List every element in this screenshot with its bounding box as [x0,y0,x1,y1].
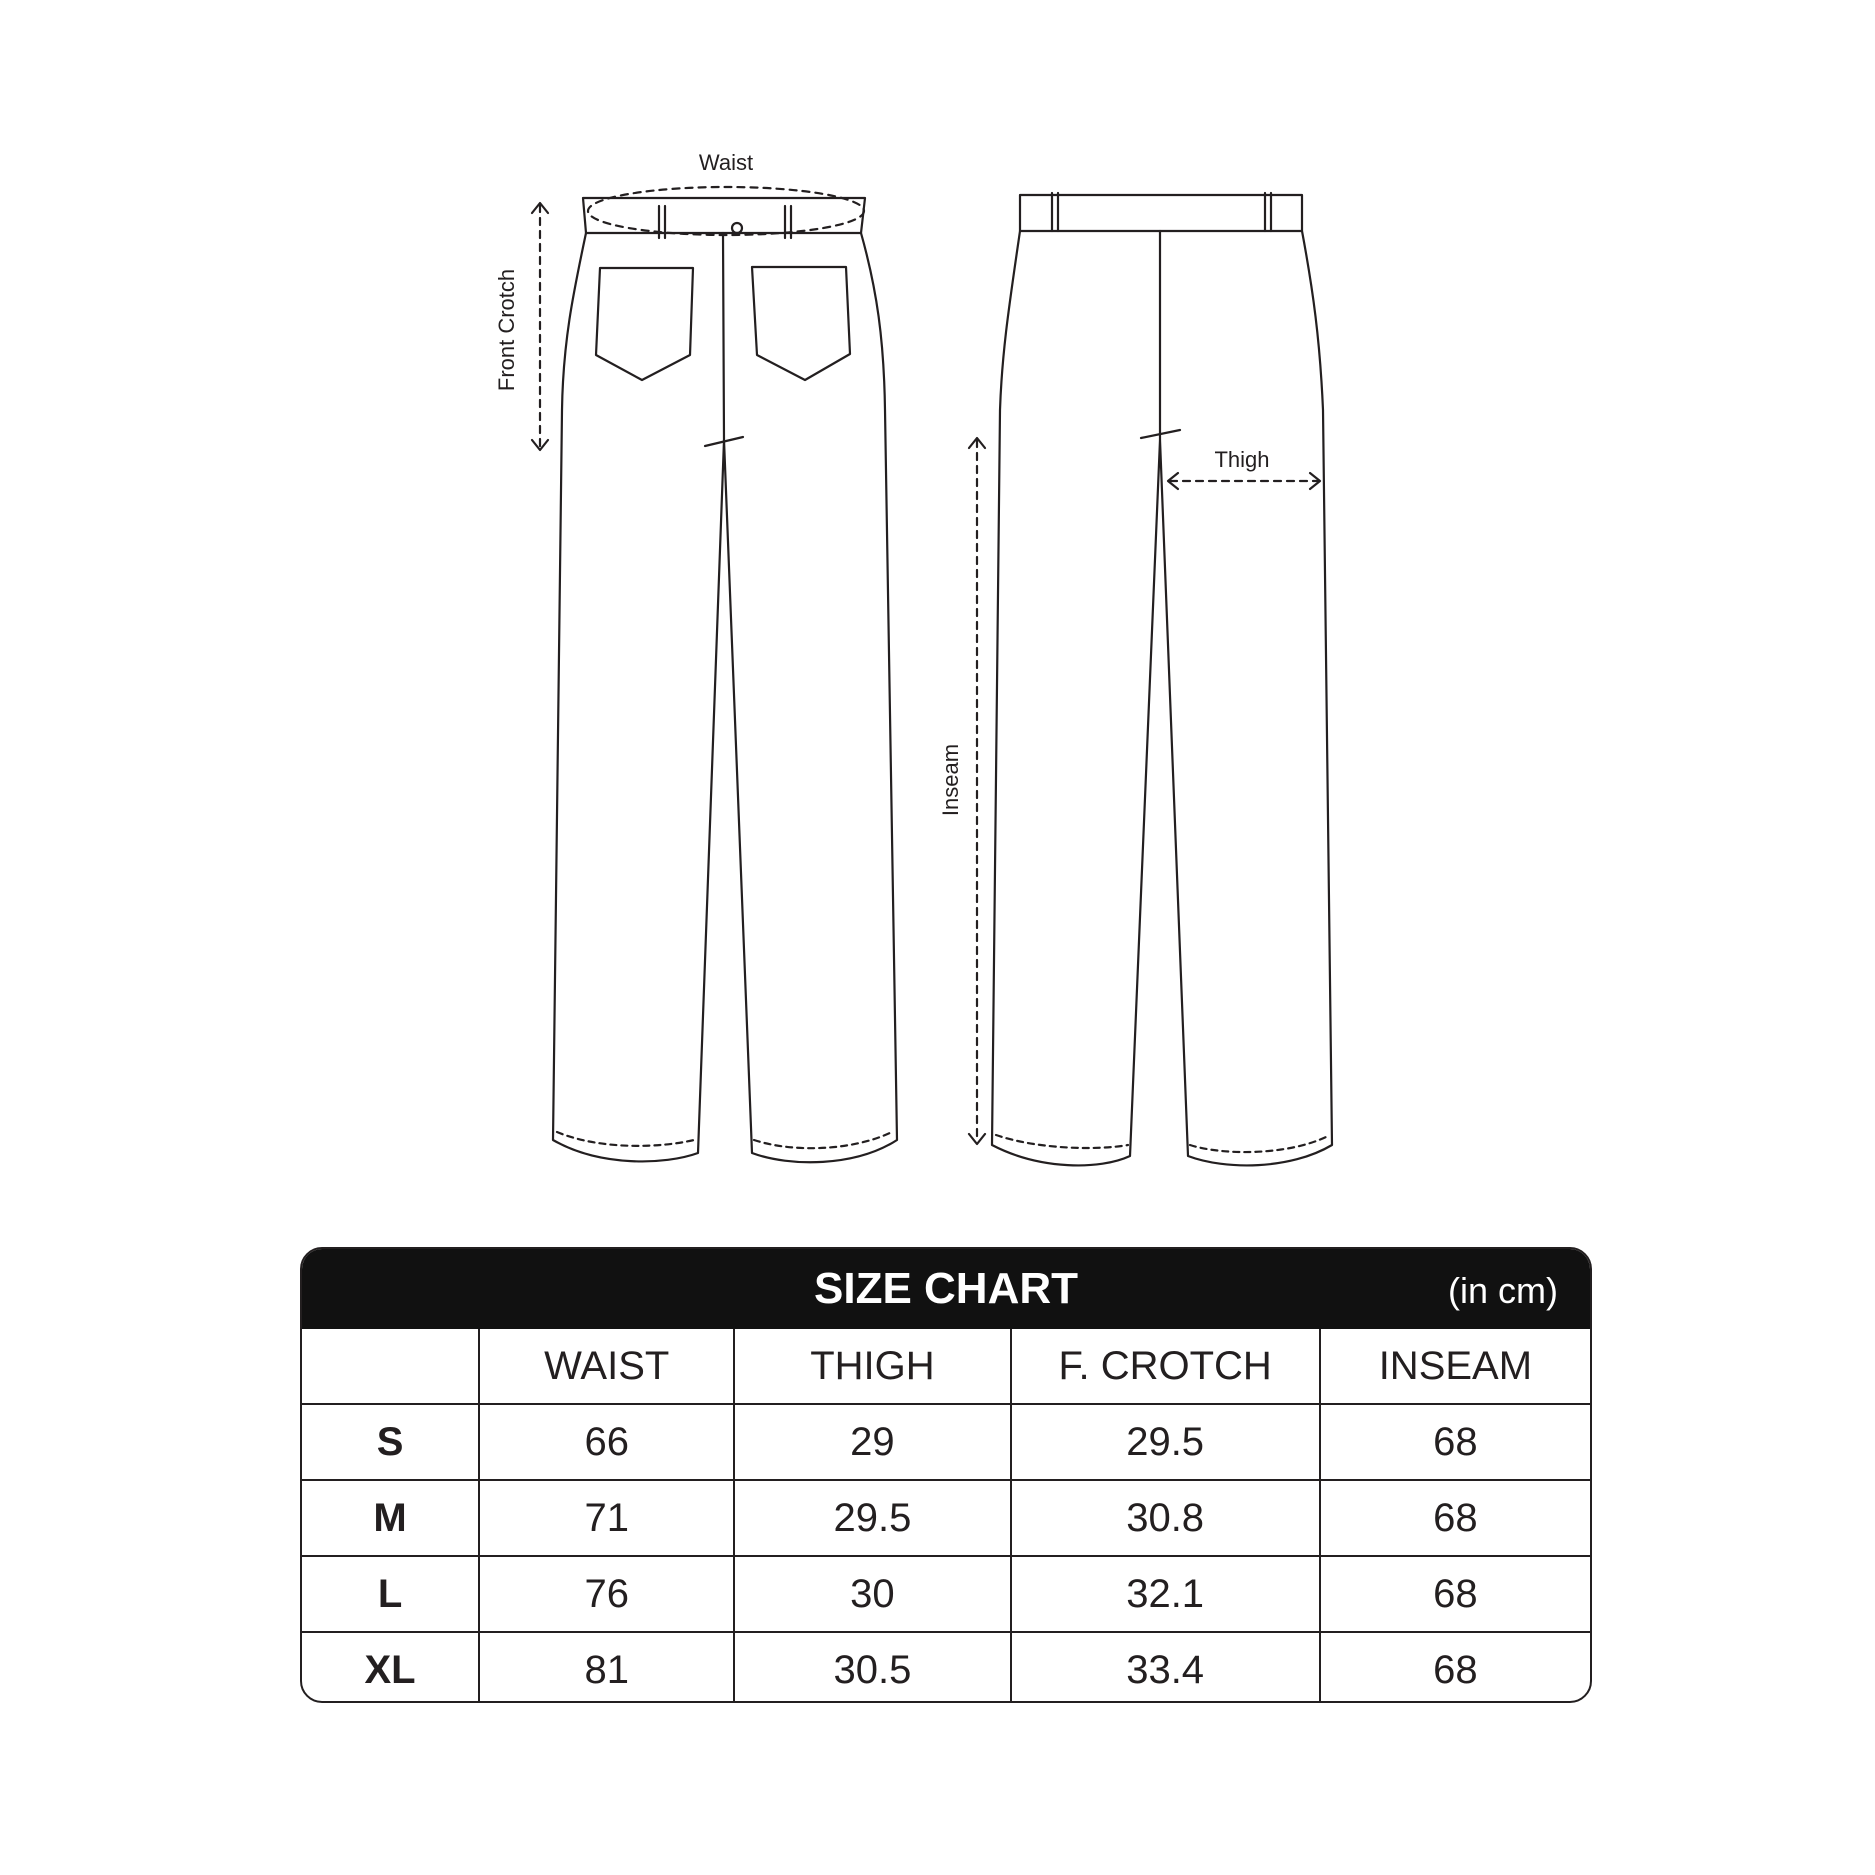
back-hem-stitch-right [1190,1136,1328,1152]
table-row [302,1480,1590,1556]
inseam-arrow [969,438,985,1144]
thigh-arrow [1168,473,1320,489]
back-outline [992,231,1332,1165]
thigh-cell: 29 [734,1404,1010,1480]
front-pocket-left [596,268,693,380]
waist-measure-ellipse [588,187,864,235]
size-label: XL [302,1632,479,1703]
front-button [732,223,742,233]
back-belt-loop-left [1052,193,1058,231]
column-header-f-crotch: F. CROTCH [1011,1329,1320,1404]
table-header-row [302,1329,1590,1404]
back-hem-stitch-left [996,1135,1128,1148]
front-hem-stitch-right [754,1132,892,1148]
front-crotch-label: Front Crotch [494,268,519,392]
f-crotch-cell: 33.4 [1011,1632,1320,1703]
front-pocket-right [752,267,850,380]
inseam-cell: 68 [1320,1404,1590,1480]
waist-cell: 76 [479,1556,734,1632]
size-chart-header [302,1249,1590,1329]
f-crotch-cell: 29.5 [1011,1404,1320,1480]
waist-cell: 66 [479,1404,734,1480]
front-crotch-arrow [532,203,548,450]
column-header-waist: WAIST [479,1329,734,1404]
thigh-cell: 30.5 [734,1632,1010,1703]
waist-label: Waist [698,150,754,175]
inseam-cell: 68 [1320,1556,1590,1632]
waist-cell: 71 [479,1480,734,1556]
pants-back-view [992,193,1332,1165]
front-hem-stitch-left [557,1132,694,1146]
inseam-label: Inseam [938,743,963,817]
front-outline [553,233,897,1162]
size-chart-title: SIZE CHART [814,1264,1078,1313]
front-fly-seam [723,233,724,440]
thigh-label: Thigh [1214,447,1270,472]
column-header-thigh: THIGH [734,1329,1010,1404]
inseam-cell: 68 [1320,1632,1590,1703]
back-belt-loop-right [1265,193,1271,231]
pants-front-view [553,198,897,1162]
size-label: L [302,1556,479,1632]
inseam-cell: 68 [1320,1480,1590,1556]
size-chart-unit: (in cm) [1448,1270,1558,1311]
size-chart [300,1247,1592,1703]
size-table [302,1329,1590,1703]
f-crotch-cell: 30.8 [1011,1480,1320,1556]
column-header-size [302,1329,479,1404]
size-label: S [302,1404,479,1480]
table-row [302,1404,1590,1480]
table-row [302,1632,1590,1703]
f-crotch-cell: 32.1 [1011,1556,1320,1632]
back-waistband [1020,195,1302,231]
waist-cell: 81 [479,1632,734,1703]
thigh-cell: 29.5 [734,1480,1010,1556]
column-header-inseam: INSEAM [1320,1329,1590,1404]
thigh-cell: 30 [734,1556,1010,1632]
size-label: M [302,1480,479,1556]
table-row [302,1556,1590,1632]
